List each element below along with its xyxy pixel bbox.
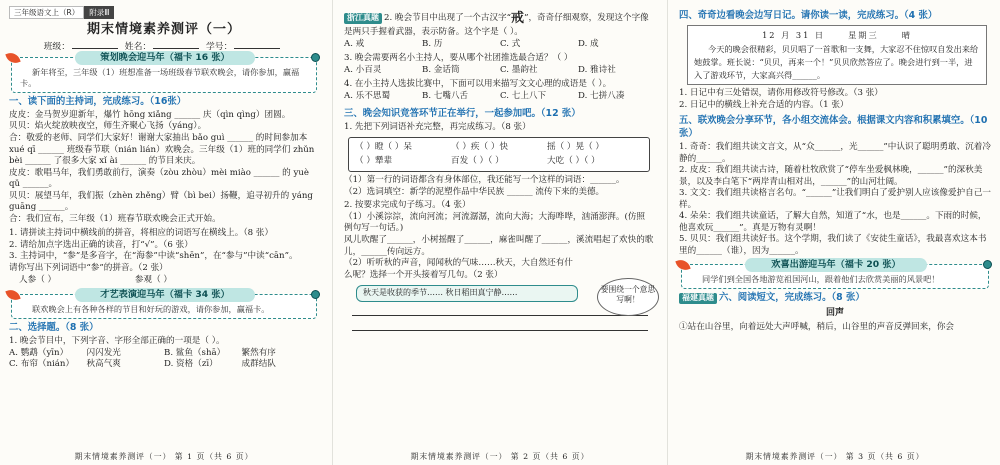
banner-title: 策划晚会迎马年（福卡 16 张） xyxy=(75,51,255,65)
page-title: 期末情境素养测评（一） xyxy=(86,22,241,38)
question-1-3-sub: 请你写出下列词语中“参”的拼音。（2 张） xyxy=(9,262,168,273)
grade-label: 三年级语文上（R） xyxy=(9,6,84,19)
diary-question-2: 2. 日记中的横线上补充合适的内容。（1 张） xyxy=(679,99,849,110)
name-label: 姓名： xyxy=(124,41,152,52)
choice-question-4: 4. 在小主持人选拔比赛中，下面可以用来描写文文心理的成语是（ ）。 xyxy=(344,79,612,90)
banner-text: 新年将至，三年级（1）班想准备一场班级春节联欢晚会，请你参加，赢福卡。 xyxy=(20,67,300,88)
page-footer: 期末情境素养测评（一） 第 3 页（共 6 页） xyxy=(745,451,925,461)
section-3-title: 三、晚会知识竞答环节正在举行，一起参加吧。（12 张） xyxy=(344,107,581,119)
diary-question-1: 1. 日记中有三处错误，请你用修改符号修改。（3 张） xyxy=(679,88,883,99)
question-1-3: 3. 主持词中，“参”是多音字，在“海参”中读“shēn”，在“参与”中读“cān”。 xyxy=(9,251,298,262)
script-line: 合：敬爱的老师、同学们大家好！谢谢大家抽出 bǎo guì ______ 的时间参加本 xué qī ______ 班级春节联（nián lián）欢晚会。三年级（1）班的同学们 zhǔn bèi ______ 了很多大家 xǐ ài ______ 的节目来庆。 xyxy=(9,133,315,167)
option-a[interactable]: A. 戒 xyxy=(344,38,365,49)
q3-options xyxy=(344,65,656,76)
page-2 xyxy=(335,0,665,465)
option-b[interactable]: B. 历 xyxy=(422,38,443,49)
sentence-imitation: 风儿吹醒了______，小树摇醒了______，麻雀叫醒了______，溪流唱起了欢快的歌儿，______传向远方。 xyxy=(344,234,654,257)
share-5: 5. 贝贝：我们组共读好书。这个学期，我们读了《安徒生童话》，我最喜欢这本书里的______（谁），因为______。 xyxy=(679,234,987,256)
class-field[interactable] xyxy=(72,48,118,49)
diary-header xyxy=(694,29,980,42)
idiom-row-2 xyxy=(355,155,643,169)
q4-options xyxy=(344,91,656,102)
banner-title: 才艺表演迎马年（福卡 34 张） xyxy=(75,288,255,302)
option-c[interactable]: C. 墨韵社 xyxy=(500,64,538,75)
option-b[interactable]: B. 鲨鱼（shā） xyxy=(164,347,226,358)
option-a[interactable]: A. 小百灵 xyxy=(344,64,382,75)
question-text: 2. 晚会节目中出现了一个古汉字“ xyxy=(384,13,512,23)
answer-renshen[interactable]: 人参（ ） xyxy=(19,275,57,286)
section-6-title xyxy=(679,292,991,304)
question-text-cont: ”，奇奇仔细观察，发现这个字像是两只手握着武器，表示防备。这个字是（ ）。 xyxy=(344,13,649,38)
article-paragraph: ①站在山谷里，向着远处大声呼喊，稍后，山谷里的声音反弹回来，你会 xyxy=(679,322,955,333)
page-footer: 期末情境素养测评（一） 第 1 页（共 6 页） xyxy=(74,451,254,461)
share-1: 1. 奇奇：我们组共读文言文，从“众______，光______”中认识了聪明勇敢、沉着冷静的______。 xyxy=(679,142,991,164)
sentence-sub-2: （2）听听秋的声音，闻闻秋的气味……秋天，大自然还有什么呢？选择一个开头接着写几句。（2 张） xyxy=(344,258,573,280)
tip-bubble: 要围绕一个意思写啊！ xyxy=(597,278,659,316)
option-c[interactable]: C. 式 xyxy=(500,38,521,49)
option-b[interactable]: B. 金话筒 xyxy=(422,64,460,75)
banner-plan xyxy=(11,52,317,92)
option-d[interactable]: D. 成 xyxy=(578,38,599,49)
source-tag: 浙江真题 xyxy=(344,13,382,24)
q2-options xyxy=(344,39,656,50)
idiom-blank[interactable]: （ ）犟辈 xyxy=(355,155,393,166)
class-label: 班级： xyxy=(43,41,70,52)
pin-icon xyxy=(311,290,320,299)
question-1-2: 2. 请给加点字选出正确的读音，打“√”。（6 张） xyxy=(9,239,193,250)
script-line: 皮皮：金马贺岁迎新年，爆竹 hōng xiǎng ______ 庆（qìn qìng）团圆。 xyxy=(9,109,291,120)
appendix-label: 附录Ⅲ xyxy=(84,6,114,19)
idiom-blank[interactable]: 百发（ ）（ ） xyxy=(451,155,504,166)
answer-canguan[interactable]: 参观（ ） xyxy=(134,275,173,286)
diary-weekday: 星期三 xyxy=(848,30,879,41)
banner-text: 联欢晚会上有各种各样的节目和好玩的游戏，请你参加，赢福卡。 xyxy=(32,304,270,315)
knowledge-sub-1: （1）第一行的词语都含有身体部位，我还能写一个这样的词语：______。 xyxy=(344,175,625,186)
knowledge-question-1: 1. 先把下列词语补充完整，再完成练习。（8 张） xyxy=(344,122,531,133)
diary-weather: 晴 xyxy=(901,30,912,41)
choice-question-2 xyxy=(344,10,656,39)
page-1 xyxy=(0,0,328,465)
share-4: 4. 朵朵：我们组共读童话，了解大自然，知道了“水，也是______。下雨的时候，他喜欢玩______”。真是万物有灵啊！ xyxy=(679,211,987,233)
idiom-blank[interactable]: （ ）瞪（ ）呆 xyxy=(355,141,413,152)
knowledge-sub-2: （2）选词填空：新学的泥塑作品中华民族 ______ 流传下来的美德。 xyxy=(344,186,605,197)
id-field[interactable] xyxy=(234,48,280,49)
share-3: 3. 文文：我们组共读格言名句。“______”让我们明白了爱护别人应该像爱护自己一样。 xyxy=(679,188,991,210)
ancient-char: 戒 xyxy=(511,11,525,26)
idiom-blank[interactable]: 大吃（ ）（ ） xyxy=(547,155,600,166)
share-2: 2. 皮皮：我们组共读古诗，随着杜牧欣赏了“停车坐爱枫林晚，______”的深秋美景，以及李白笔下“两岸青山相对出，______”的山河壮阔。 xyxy=(679,165,983,187)
option-b-word: 繁然有序 xyxy=(241,347,276,358)
diary-text: 今天的晚会很精彩，贝贝唱了一首歌和一支舞，大家忍不住惊叹自发出来给她鼓掌。班长说：“贝贝，再来一个！”贝贝欣然答应了。晚会进行到一半，进入了游戏环节，大家高兴得______。 xyxy=(694,44,979,80)
sentence-sub-1: （1）小溪淙淙，流向河流；河流潺潺，流向大海；大海哗哗，汹涌澎湃。(仿照例句写一句话。) xyxy=(344,211,646,234)
diary-date: 12 月 31 日 xyxy=(762,30,826,41)
idiom-blank[interactable]: （ ）疾（ ）快 xyxy=(451,141,509,152)
script-line: 皮皮：歌唱马年，我们勇敢前行，演奏（zòu zhòu）mèi miào ______ 的 yuè qǔ ______。 xyxy=(9,167,309,190)
option-c-word: 秋高气爽 xyxy=(86,359,121,369)
script-line: 合：我们宣布，三年级（1）班春节联欢晚会正式开始。 xyxy=(9,213,221,224)
page-divider xyxy=(667,0,668,465)
section-4-title: 四、奇奇边看晚会边写日记。请你读一读，完成练习。（4 张） xyxy=(679,10,938,21)
option-c[interactable]: C. 布帘（nián） xyxy=(9,359,75,369)
choice-question-3: 3. 晚会需要两名小主持人，要从哪个社团推选最合适？（ ） xyxy=(344,53,573,64)
option-d-word: 成群结队 xyxy=(241,359,276,369)
question-1-1: 1. 请拼读主持词中横线前的拼音，将相应的词语写在横线上。（8 张） xyxy=(9,228,274,239)
banner-title: 欢喜出游迎马年（福卡 20 张） xyxy=(745,258,926,272)
script-line: 贝贝：展望马年，我们振（zhèn zhěng）臂（bì bei）扬鞭，追寻初升的 yáng guāng ______。 xyxy=(9,190,313,213)
writing-starters: 秋天是收获的季节…… 秋日稻田真宁静…… xyxy=(356,285,578,302)
id-label: 学号： xyxy=(206,41,233,52)
option-c[interactable]: C. 七上八下 xyxy=(500,90,547,101)
idiom-box xyxy=(348,137,650,173)
page-3 xyxy=(670,0,1000,465)
option-d[interactable]: D. 七拼八凑 xyxy=(578,90,625,101)
leaf-icon xyxy=(675,258,690,273)
header-tag xyxy=(9,6,114,19)
shen-can-row xyxy=(9,274,251,288)
section-6-text: 六、阅读短文，完成练习。（8 张） xyxy=(719,292,865,304)
banner-talent xyxy=(11,288,317,319)
choice-options xyxy=(9,348,319,371)
article-title: 回声 xyxy=(825,308,844,319)
idiom-row-1 xyxy=(355,141,643,155)
option-a-word: 闪闪发光 xyxy=(86,347,121,358)
pin-icon xyxy=(311,53,320,62)
name-field[interactable] xyxy=(153,48,199,49)
script-line: 贝贝：焰火绽放映夜空，师生齐聚心飞扬（yáng）。 xyxy=(9,121,207,132)
section-5-title: 五、联欢晚会分享环节，各小组交流体会。根据课文内容和积累填空。（10 张） xyxy=(679,115,988,139)
knowledge-question-2: 2. 按要求完成句子练习。（4 张） xyxy=(344,200,471,211)
option-a[interactable]: A. 鹦鹉（yīn） xyxy=(9,347,69,358)
page-divider xyxy=(332,0,333,465)
option-a[interactable]: A. 乐不思蜀 xyxy=(344,90,391,101)
banner-travel xyxy=(681,259,989,289)
idiom-blank[interactable]: 摇（ ）晃（ ） xyxy=(547,141,605,152)
banner-text: 同学们到全国各地游览祖国河山，跟着他们去欣赏美丽的风景吧！ xyxy=(702,274,940,285)
host-script xyxy=(9,110,319,225)
option-d[interactable]: D. 雅诗社 xyxy=(578,64,616,75)
option-b[interactable]: B. 七嘴八舌 xyxy=(422,90,469,101)
choice-question-1: 1. 晚会节目中，下列字音、字形全部正确的一项是（ ）。 xyxy=(9,336,225,347)
page-footer: 期末情境素养测评（一） 第 2 页（共 6 页） xyxy=(410,451,590,461)
leaf-icon xyxy=(5,287,20,302)
diary-box xyxy=(687,25,987,85)
section-1-title: 一、读下面的主持词，完成练习。（16张） xyxy=(9,95,187,107)
option-d[interactable]: D. 资格（zī） xyxy=(164,359,218,369)
writing-line[interactable] xyxy=(352,320,648,331)
section-2-title: 二、选择题。（8 张） xyxy=(9,321,99,333)
pin-icon xyxy=(983,260,992,269)
source-tag: 福建真题 xyxy=(679,293,717,304)
